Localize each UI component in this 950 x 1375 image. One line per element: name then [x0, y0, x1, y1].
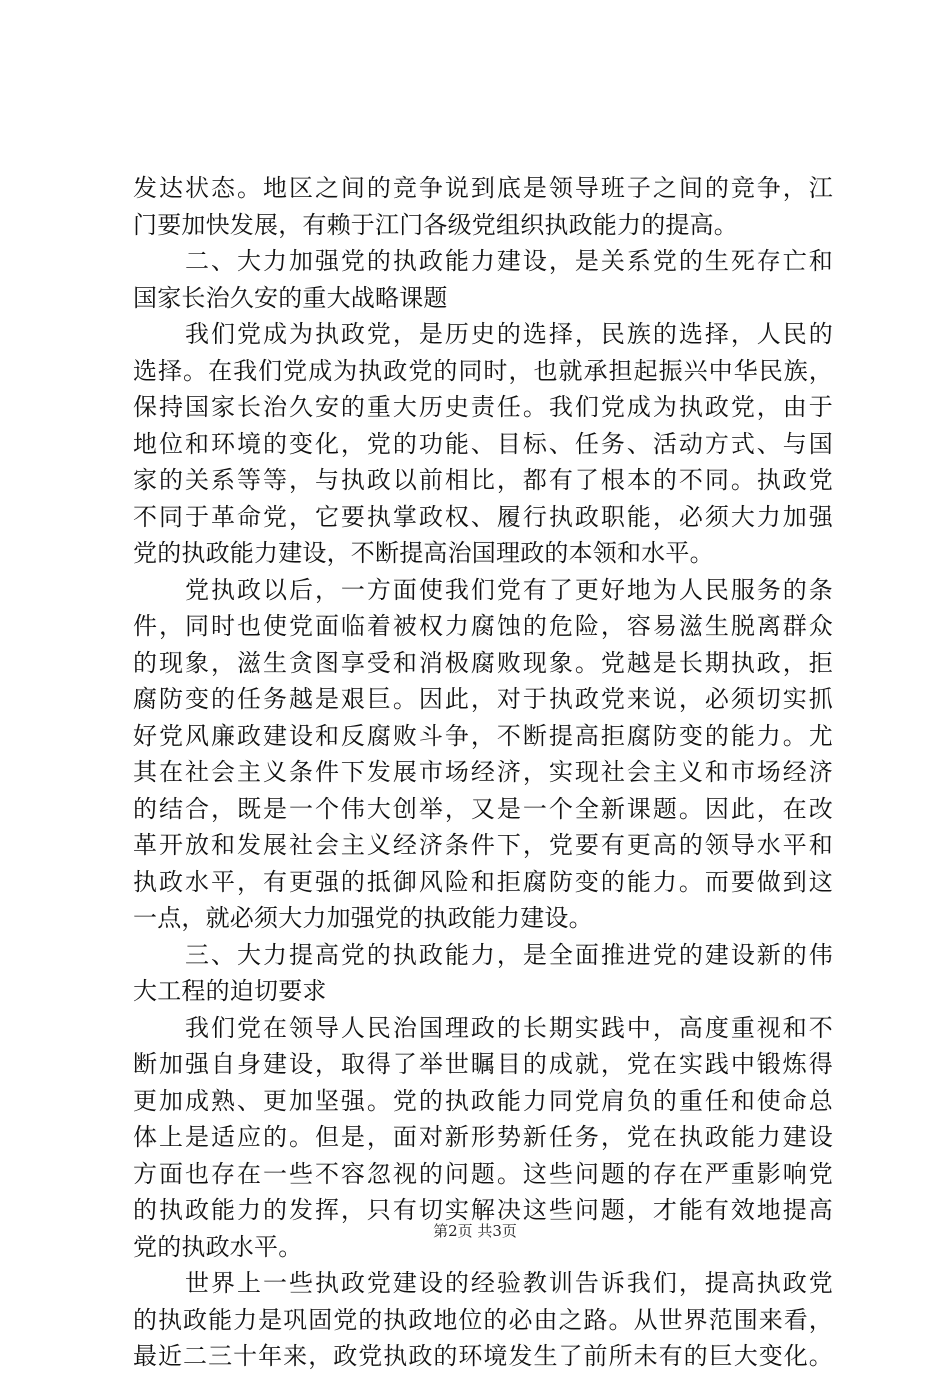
text-line: 执政水平，有更强的抵御风险和拒腐防变的能力。而要做到这: [133, 867, 833, 896]
text-line: 党的执政能力建设，不断提高治国理政的本领和水平。: [133, 539, 714, 567]
text-line: 党执政以后，一方面使我们党有了更好地为人民服务的条: [133, 575, 833, 604]
text-line: 国家长治久安的重大战略课题: [133, 283, 448, 312]
text-line: 不同于革命党，它要执掌政权、履行执政职能，必须大力加强: [133, 502, 833, 531]
text-line: 保持国家长治久安的重大历史责任。我们党成为执政党，由于: [133, 393, 833, 421]
document-body: [133, 170, 833, 1375]
text-line: 门要加快发展，有赖于江门各级党组织执政能力的提高。: [133, 210, 738, 239]
text-line: 党的执政水平。: [133, 1232, 303, 1261]
text-line: 的执政能力是巩固党的执政地位的必由之路。从世界范围来看，: [133, 1305, 833, 1334]
text-line: 革开放和发展社会主义经济条件下，党要有更高的领导水平和: [133, 831, 833, 859]
text-line: 更加成熟、更加坚强。党的执政能力同党肩负的重任和使命总: [133, 1086, 833, 1115]
text-line: 一点，就必须大力加强党的执政能力建设。: [133, 904, 593, 932]
page-footer: 第2页 共3页: [433, 1222, 517, 1240]
text-line: 我们党成为执政党，是历史的选择，民族的选择，人民的: [133, 320, 833, 348]
text-line: 我们党在领导人民治国理政的长期实践中，高度重视和不: [133, 1013, 833, 1042]
text-line: 件，同时也使党面临着被权力腐蚀的危险，容易滋生脱离群众: [133, 612, 833, 640]
text-line: 腐防变的任务越是艰巨。因此，对于执政党来说，必须切实抓: [133, 685, 833, 713]
text-line: 家的关系等等，与执政以前相比，都有了根本的不同。执政党: [133, 466, 833, 494]
text-line: 二、大力加强党的执政能力建设，是关系党的生死存亡和: [133, 247, 833, 275]
text-line: 断加强自身建设，取得了举世瞩目的成就，党在实践中锻炼得: [133, 1050, 833, 1078]
text-line: 地位和环境的变化，党的功能、目标、任务、活动方式、与国: [133, 429, 833, 458]
text-line: 发达状态。地区之间的竞争说到底是领导班子之间的竞争，江: [133, 174, 833, 202]
text-line: 的执政能力的发挥，只有切实解决这些问题，才能有效地提高: [133, 1196, 833, 1224]
text-line: 的现象，滋生贪图享受和消极腐败现象。党越是长期执政，拒: [133, 648, 833, 677]
text-line: 世界上一些执政党建设的经验教训告诉我们，提高执政党: [133, 1269, 833, 1297]
text-line: 其在社会主义条件下发展市场经济，实现社会主义和市场经济: [133, 758, 833, 786]
text-line: 大工程的迫切要求: [133, 977, 327, 1005]
text-line: 选择。在我们党成为执政党的同时，也就承担起振兴中华民族，: [133, 356, 833, 385]
text-line: 三、大力提高党的执政能力，是全面推进党的建设新的伟: [133, 940, 833, 969]
text-line: 的结合，既是一个伟大创举，又是一个全新课题。因此，在改: [133, 794, 833, 823]
text-line: 体上是适应的。但是，面对新形势新任务，党在执政能力建设: [133, 1123, 833, 1151]
text-line: 最近二三十年来，政党执政的环境发生了前所未有的巨大变化。: [133, 1342, 833, 1370]
text-line: 方面也存在一些不容忽视的问题。这些问题的存在严重影响党: [133, 1159, 833, 1188]
text-line: 好党风廉政建设和反腐败斗争，不断提高拒腐防变的能力。尤: [133, 721, 833, 750]
